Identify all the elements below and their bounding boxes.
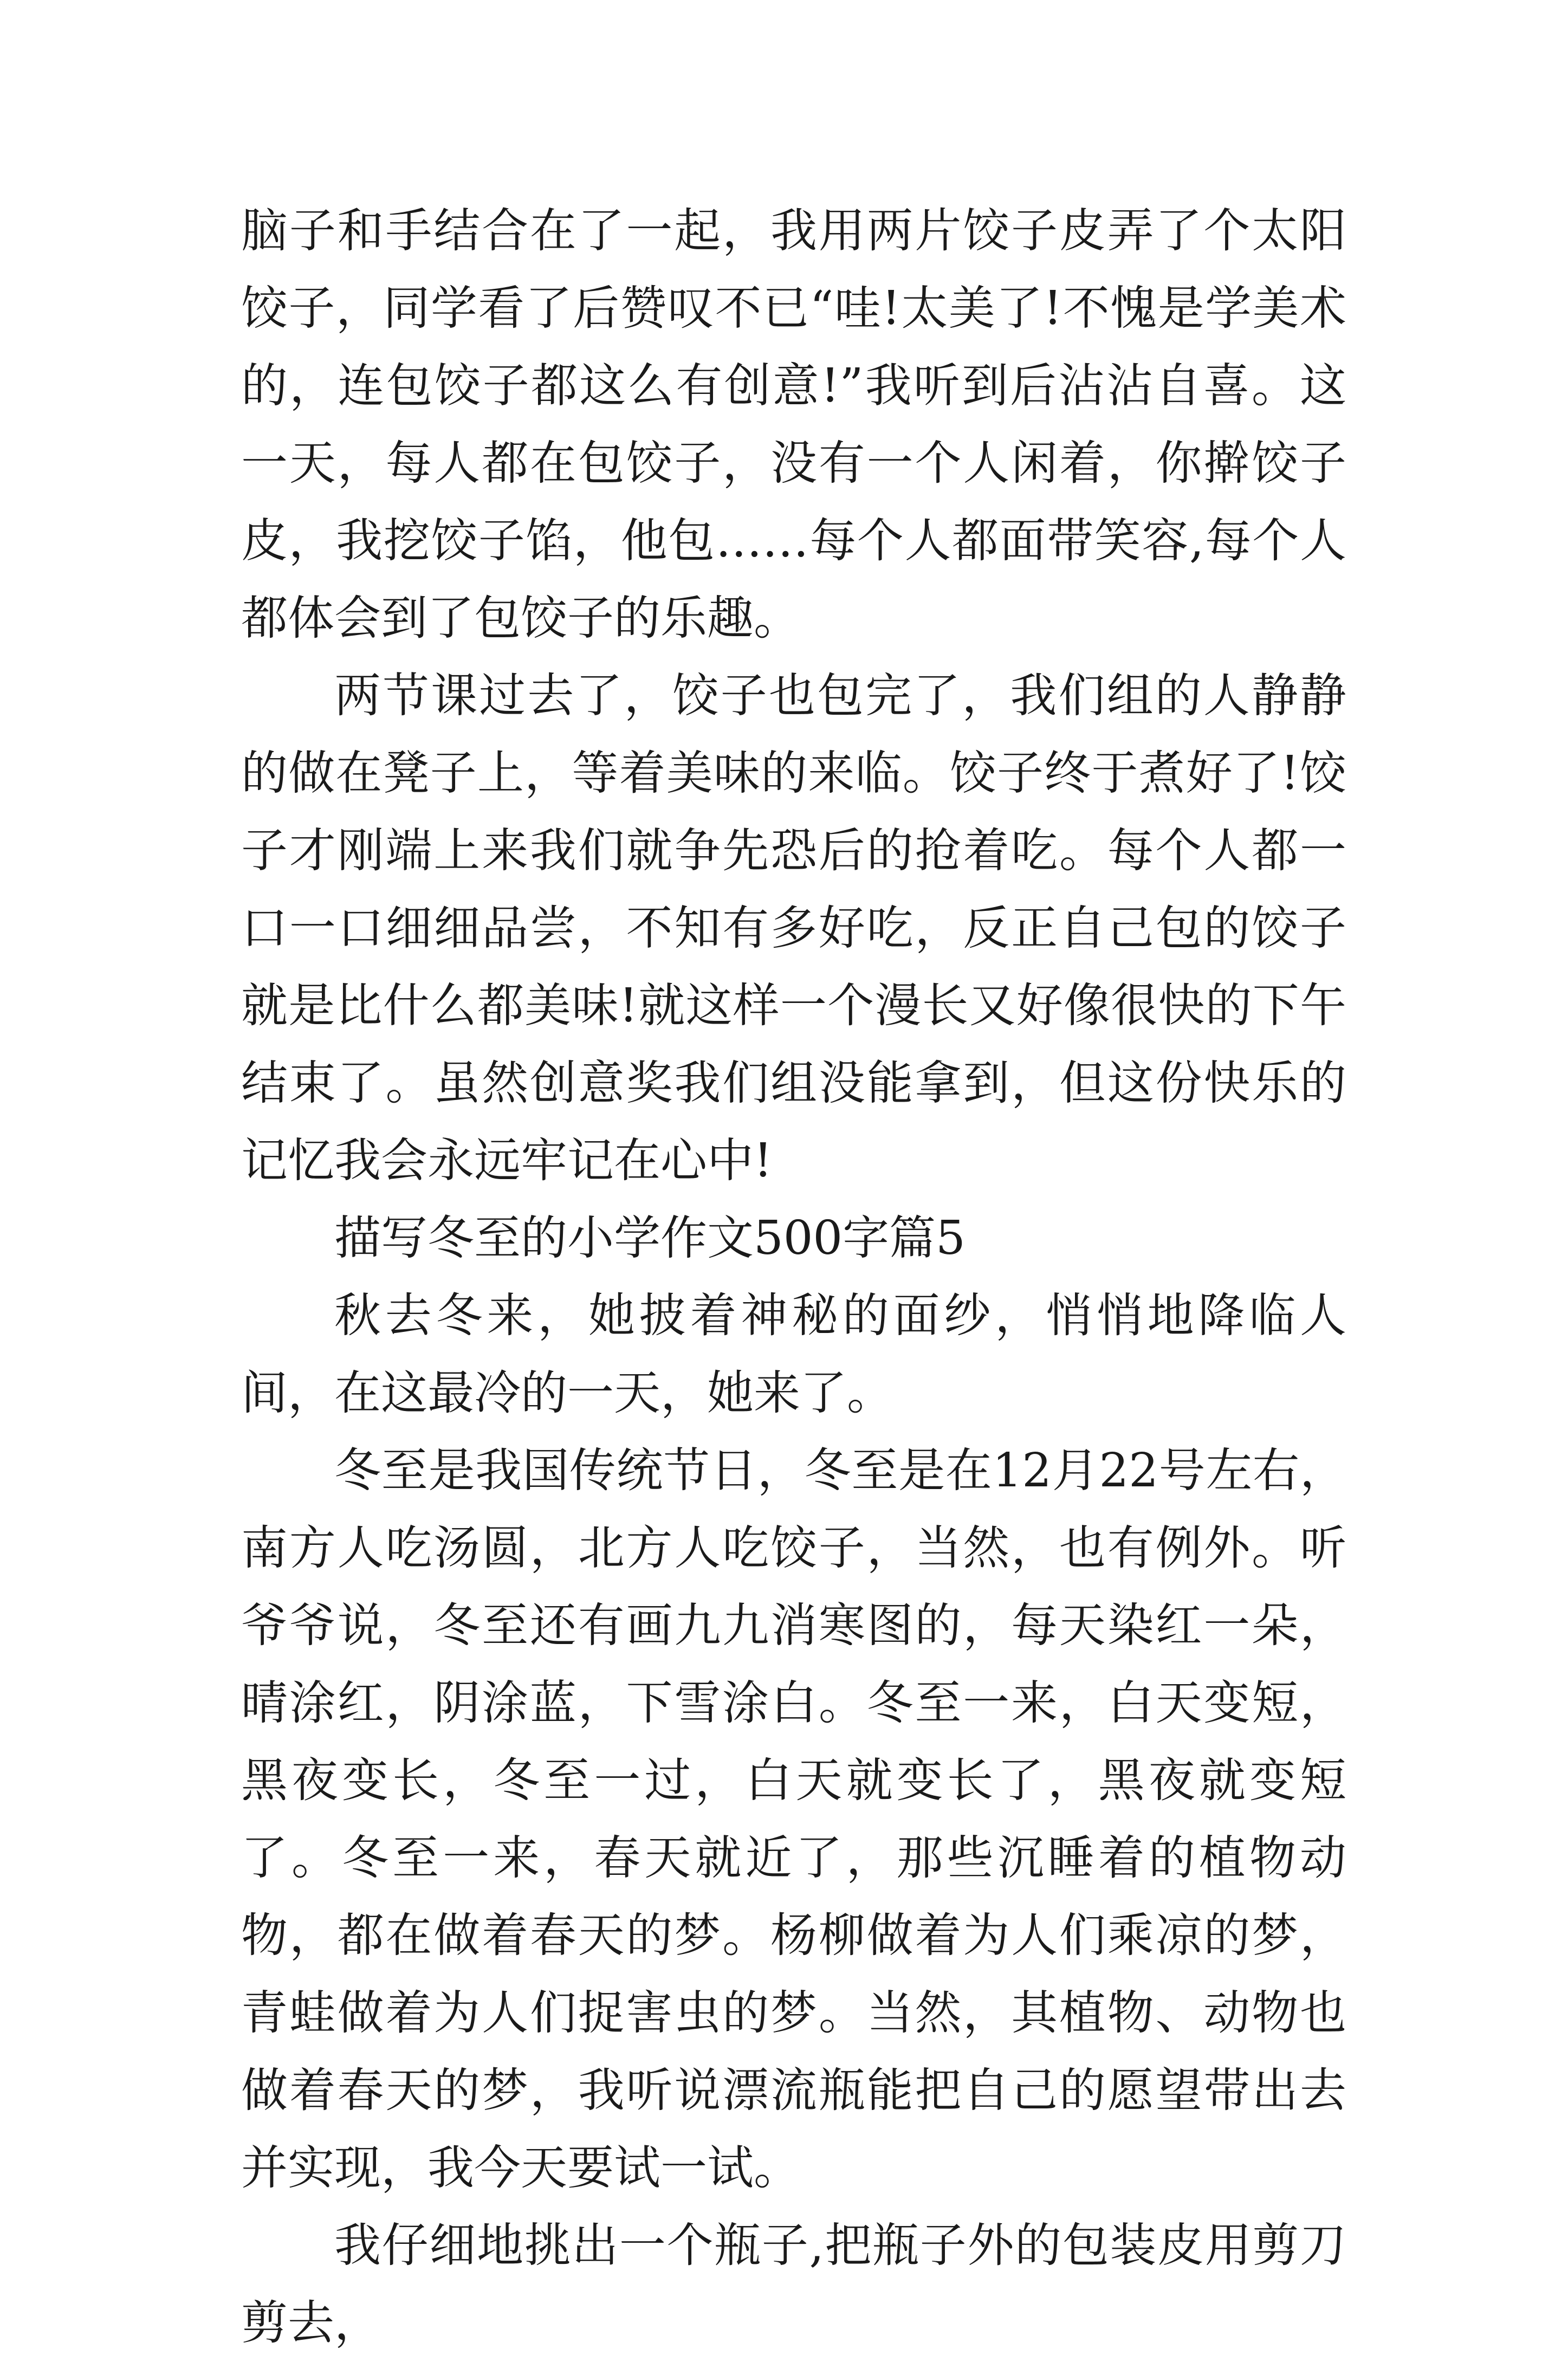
paragraph-continuation: 脑子和手结合在了一起，我用两片饺子皮弄了个太阳饺子，同学看了后赞叹不已“哇!太美了!不愧是学美术的，连包饺子都这么有创意!”我听到后沾沾自喜。这一天，每人都在包饺子，没有一个人闲着，你擀饺子皮，我挖饺子馅，他包……每个人都面带笑容,每个人都体会到了包饺子的乐趣。 — [241, 204, 1346, 645]
document-body — [241, 192, 1346, 2362]
paragraph-winter-arrives: 秋去冬来，她披着神秘的面纱，悄悄地降临人间，在这最冷的一天，她来了。 — [241, 1289, 1346, 1420]
section-heading: 描写冬至的小学作文500字篇5 — [334, 1211, 966, 1265]
paragraph-winter-solstice-customs: 冬至是我国传统节日，冬至是在12月22号左右，南方人吃汤圆，北方人吃饺子，当然，也有例外。听爷爷说，冬至还有画九九消寒图的，每天染红一朵，晴涂红，阴涂蓝，下雪涂白。冬至一来，白天变短，黑夜变长，冬至一过，白天就变长了，黑夜就变短了。冬至一来，春天就近了，那些沉睡着的植物动物，都在做着春天的梦。杨柳做着为人们乘凉的梦，青蛙做着为人们捉害虫的梦。当然，其植物、动物也做着春天的梦，我听说漂流瓶能把自己的愿望带出去并实现，我今天要试一试。 — [241, 1444, 1346, 2195]
paragraph-dumpling-eating: 两节课过去了，饺子也包完了，我们组的人静静的做在凳子上，等着美味的来临。饺子终于煮好了!饺子才刚端上来我们就争先恐后的抢着吃。每个人都一口一口细细品尝，不知有多好吃，反正自己包的饺子就是比什么都美味!就这样一个漫长又好像很快的下午结束了。虽然创意奖我们组没能拿到，但这份快乐的记忆我会永远牢记在心中! — [241, 669, 1346, 1188]
paragraph-bottle: 我仔细地挑出一个瓶子,把瓶子外的包装皮用剪刀剪去， — [241, 2218, 1346, 2350]
